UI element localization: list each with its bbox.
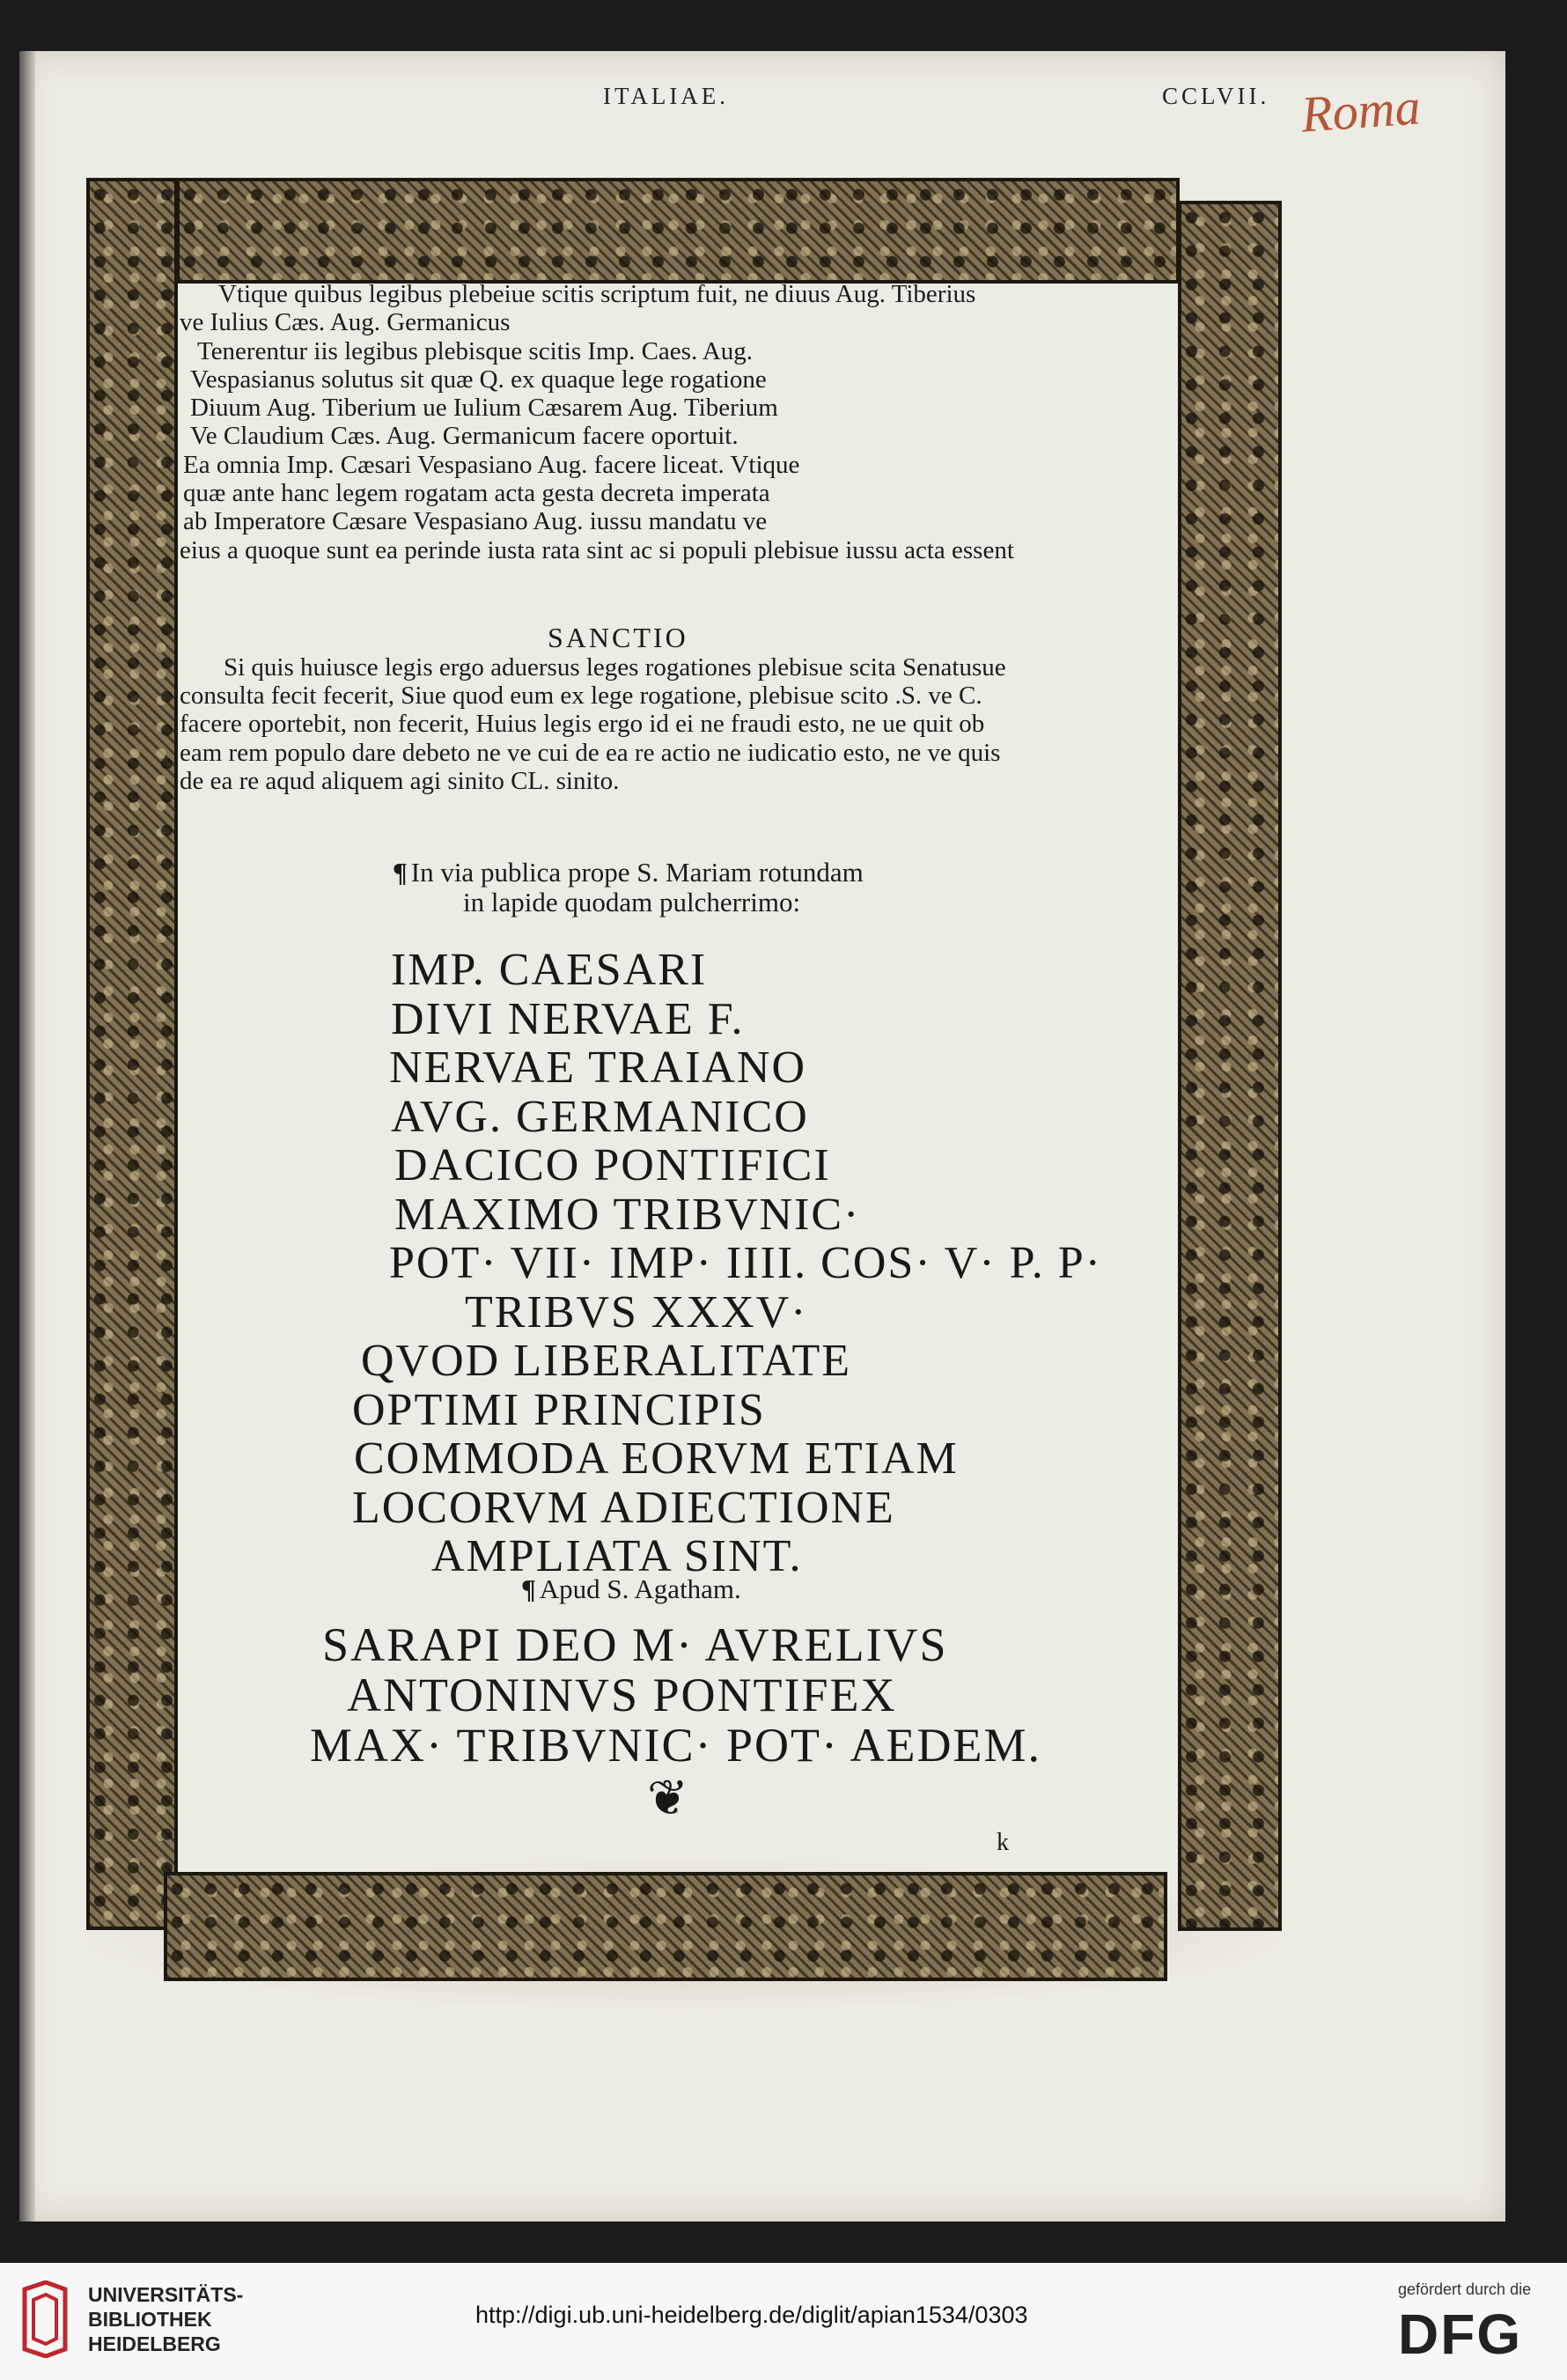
woodcut-border-left — [86, 178, 178, 1930]
university-library-logo-icon — [19, 2281, 70, 2358]
text-line: ab Imperatore Cæsare Vespasiano Aug. iussu mandatu ve — [183, 507, 768, 536]
inscription-line: MAX· TRIBVNIC· POT· AEDEM. — [310, 1719, 1041, 1772]
inscription-line: SARAPI DEO M· AVRELIVS — [322, 1618, 948, 1671]
folio-number: CCLVII. — [1162, 83, 1270, 109]
text-line: Si quis huiusce legis ergo aduersus leges rogationes plebisue scita Senatusue — [224, 653, 1006, 682]
pilcrow-mark: ¶ — [393, 857, 408, 888]
inscription-line: DIVI NERVAE F. — [391, 993, 745, 1044]
running-head-left: ITALIAE. — [603, 83, 730, 109]
text-line: ve Iulius Cæs. Aug. Germanicus — [180, 308, 511, 337]
inscription-line: OPTIMI PRINCIPIS — [352, 1384, 766, 1435]
text-block-2 — [180, 653, 1006, 795]
dfg-logo: DFG — [1398, 2303, 1523, 2366]
woodcut-border-right — [1178, 201, 1282, 1931]
inscription-2 — [310, 1620, 1041, 1771]
inscription-intro-1 — [393, 858, 864, 917]
text-line: Vtique quibus legibus plebeiue scitis scriptum fuit, ne diuus Aug. Tiberius — [218, 280, 976, 308]
text-line: de ea re aqud aliquem agi sinito CL. sinito. — [180, 766, 620, 795]
text-line: eius a quoque sunt ea perinde iusta rata sint ac si populi plebisue iussu acta essent — [180, 535, 1014, 564]
library-name — [88, 2282, 243, 2356]
text-line: facere oportebit, non fecerit, Huius legis ergo id ei ne fraudi esto, ne ue quit ob — [180, 710, 985, 739]
page-gutter — [19, 51, 35, 2222]
inscription-line: DACICO PONTIFICI — [394, 1140, 831, 1190]
inscription-line: IMP. CAESARI — [391, 945, 708, 995]
woodcut-border-top — [176, 178, 1180, 284]
inscription-line: NERVAE TRAIANO — [389, 1043, 807, 1093]
inscription-line: POT· VII· IMP· IIII. COS· V· P. P· — [389, 1238, 1102, 1288]
text-line: Ve Claudium Cæs. Aug. Germanicum facere oportuit. — [190, 422, 739, 451]
text-line: Diuum Aug. Tiberium ue Iulium Cæsarem Aug. Tiberium — [190, 394, 778, 423]
text-line: consulta fecit fecerit, Siue quod eum ex lege rogatione, plebisue scito .S. ve C. — [180, 682, 982, 711]
text-block-1 — [180, 280, 1173, 564]
text-line: Tenerentur iis legibus plebisque scitis Imp. Caes. Aug. — [197, 336, 754, 365]
inscription-line: MAXIMO TRIBVNIC· — [394, 1189, 861, 1240]
inscription-line: AMPLIATA SINT. — [431, 1531, 803, 1581]
text-line: Vespasianus solutus sit quæ Q. ex quaque lege rogatione — [190, 365, 767, 394]
intro-line: In via publica prope S. Mariam rotundam — [410, 857, 864, 888]
library-name-line: BIBLIOTHEK — [88, 2308, 212, 2331]
inscription-line: QVOD LIBERALITATE — [361, 1336, 851, 1386]
inscription-line: AVG. GERMANICO — [391, 1091, 809, 1142]
signature-mark: k — [997, 1829, 1009, 1856]
inscription-line: ANTONINVS PONTIFEX — [347, 1669, 897, 1721]
intro-line: Apud S. Agatham. — [539, 1573, 741, 1604]
woodcut-border-bottom — [164, 1872, 1167, 1981]
inscription-line: LOCORVM ADIECTIONE — [352, 1482, 895, 1533]
text-line: Ea omnia Imp. Cæsari Vespasiano Aug. facere liceat. Vtique — [183, 450, 800, 479]
inscription-line: COMMODA EORVM ETIAM — [354, 1433, 959, 1484]
document-url-link[interactable]: http://digi.ub.uni-heidelberg.de/diglit/apian1534/0303 — [475, 2302, 1028, 2328]
inscription-1 — [352, 946, 1102, 1581]
library-name-line: HEIDELBERG — [88, 2332, 221, 2355]
text-line: quæ ante hanc legem rogatam acta gesta decreta imperata — [183, 479, 770, 508]
pilcrow-mark: ¶ — [521, 1573, 536, 1604]
handwritten-annotation: Roma — [1298, 77, 1423, 144]
inscription-line: TRIBVS XXXV· — [465, 1286, 808, 1337]
fleuron-ornament-icon: ❦ — [647, 1770, 688, 1827]
funding-note: gefördert durch die — [1398, 2281, 1532, 2298]
library-name-line: UNIVERSITÄTS- — [88, 2283, 244, 2306]
text-line: eam rem populo dare debeto ne ve cui de ea re actio ne iudicatio esto, ne ve quis — [180, 738, 1001, 767]
intro-line: in lapide quodam pulcherrimo: — [463, 887, 801, 917]
viewer-footer — [0, 2263, 1567, 2380]
section-heading: SANCTIO — [548, 622, 688, 653]
inscription-intro-2 — [521, 1574, 741, 1604]
